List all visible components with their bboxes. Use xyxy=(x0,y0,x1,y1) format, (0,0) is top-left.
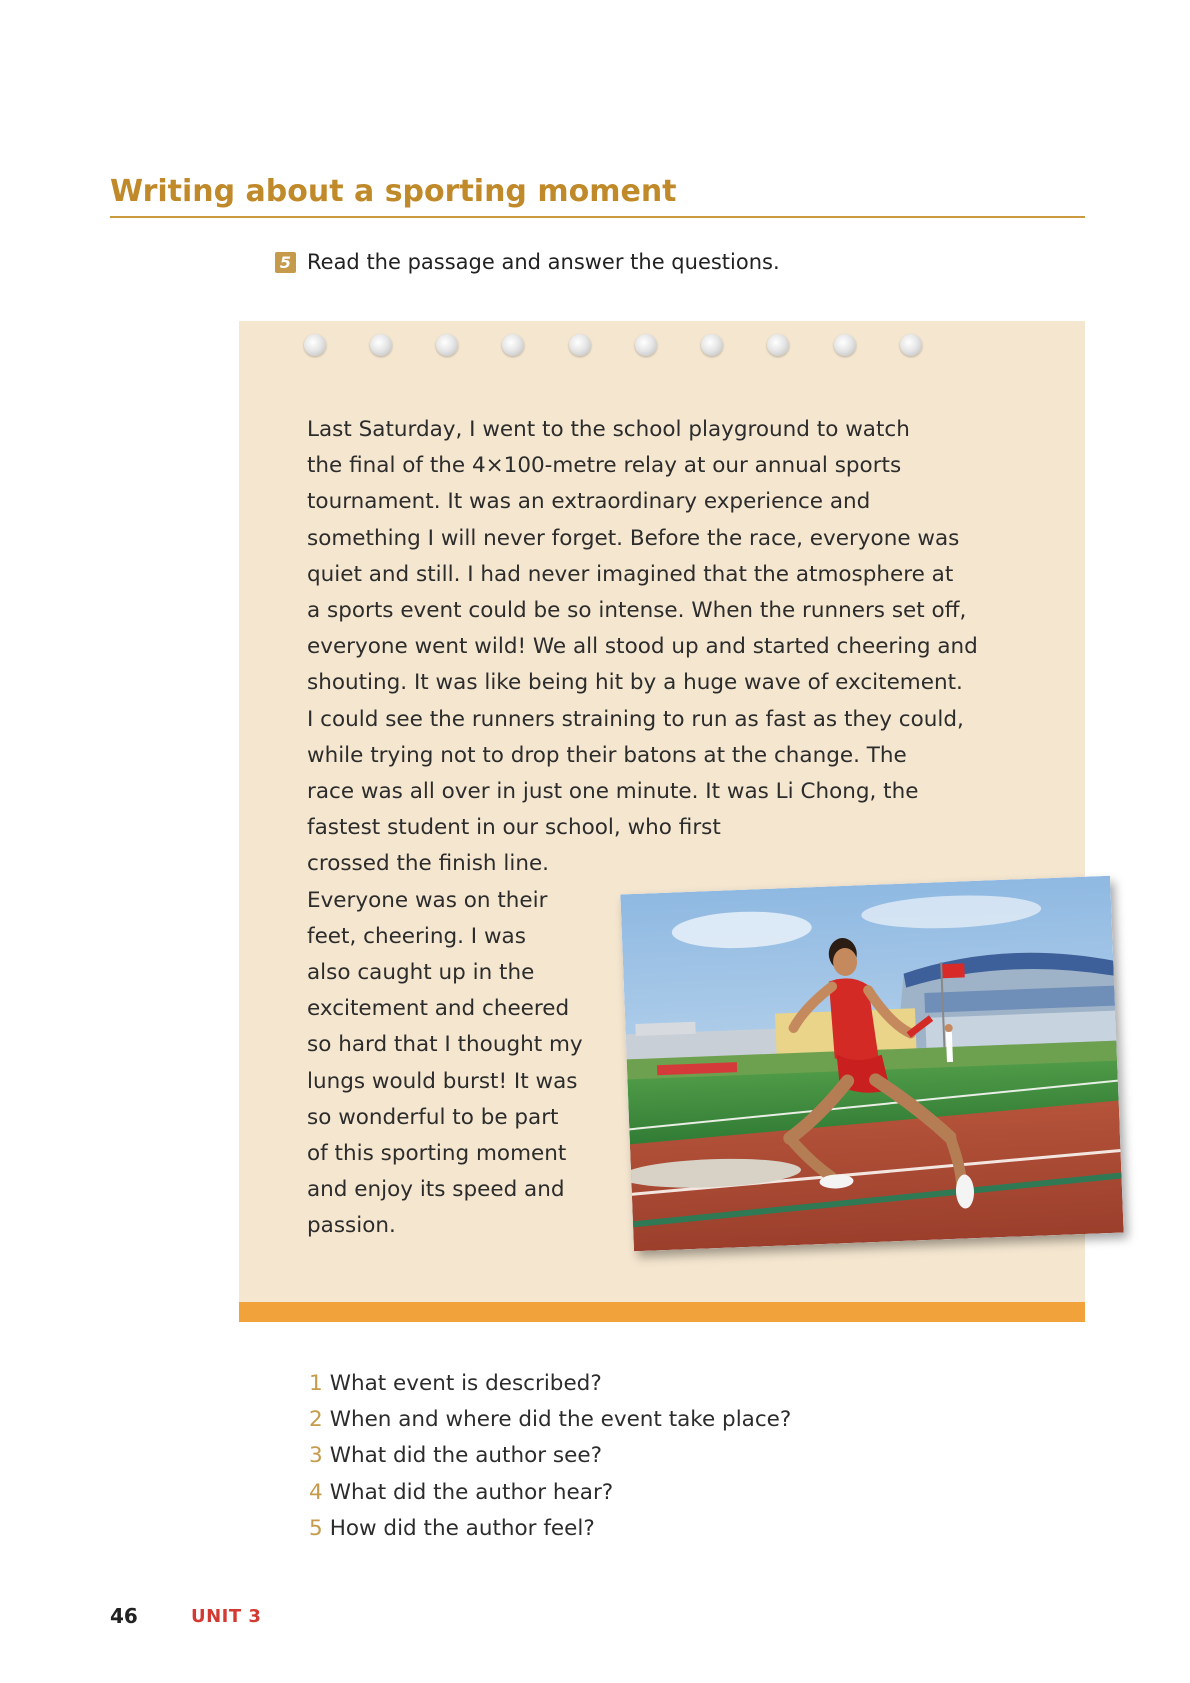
passage-line: so hard that I thought my xyxy=(307,1032,583,1058)
question-number: 4 xyxy=(309,1479,323,1505)
question-text: What event is described? xyxy=(329,1371,602,1396)
passage-line: Everyone was on their xyxy=(307,887,548,913)
question-item xyxy=(309,1511,791,1547)
notepad-bottom-band xyxy=(239,1302,1085,1322)
passage-line: crossed the finish line. xyxy=(307,851,550,877)
binder-hole-icon xyxy=(635,334,657,356)
passage-line: race was all over in just one minute. It was Li Chong, the xyxy=(307,779,919,805)
passage-line: a sports event could be so intense. When the runners set off, xyxy=(307,598,967,624)
passage-line: passion. xyxy=(307,1213,396,1239)
section-title: Writing about a sporting moment xyxy=(110,174,677,209)
binder-hole-icon xyxy=(701,334,723,356)
question-text: When and where did the event take place? xyxy=(329,1407,792,1433)
question-text: What did the author see? xyxy=(329,1443,602,1469)
passage-line: of this sporting moment xyxy=(307,1141,567,1167)
binder-hole-icon xyxy=(900,334,922,356)
binder-hole-icon xyxy=(304,334,326,356)
passage-line: excitement and cheered xyxy=(307,996,570,1022)
binder-hole-icon xyxy=(569,334,591,356)
passage-line: something I will never forget. Before the race, everyone was xyxy=(307,525,960,551)
passage-line: so wonderful to be part xyxy=(307,1104,559,1130)
passage-line: tournament. It was an extraordinary experience and xyxy=(307,489,871,515)
passage-line: also caught up in the xyxy=(307,960,535,986)
task-number-badge: 5 xyxy=(275,252,296,273)
question-item xyxy=(309,1402,791,1438)
relay-runner-illustration xyxy=(620,876,1123,1252)
instruction-text: Read the passage and answer the questions. xyxy=(307,250,780,274)
passage-line: fastest student in our school, who first xyxy=(307,815,721,841)
question-number: 3 xyxy=(309,1443,323,1469)
passage-line: the final of the 4×100-metre relay at our annual sports xyxy=(307,453,902,479)
question-number: 5 xyxy=(309,1515,323,1541)
binder-hole-icon xyxy=(436,334,458,356)
passage-line: lungs would burst! It was xyxy=(307,1068,578,1094)
page-number: 46 xyxy=(110,1604,138,1628)
passage-line: shouting. It was like being hit by a huge wave of excitement. xyxy=(307,670,963,696)
question-number: 1 xyxy=(309,1371,323,1396)
passage-line: I could see the runners straining to run as fast as they could, xyxy=(307,706,964,732)
title-divider xyxy=(110,216,1085,218)
relay-runner-photo xyxy=(620,876,1123,1252)
passage-line: while trying not to drop their batons at the change. The xyxy=(307,742,907,768)
passage-line: quiet and still. I had never imagined that the atmosphere at xyxy=(307,561,954,587)
question-number: 2 xyxy=(309,1407,323,1433)
passage-line: everyone went wild! We all stood up and started cheering and xyxy=(307,634,978,660)
question-item xyxy=(309,1475,791,1511)
comprehension-questions xyxy=(309,1366,791,1547)
unit-label: UNIT 3 xyxy=(191,1606,262,1627)
task-instruction xyxy=(275,250,780,274)
binder-hole-icon xyxy=(834,334,856,356)
binder-hole-icon xyxy=(502,334,524,356)
passage-line: feet, cheering. I was xyxy=(307,923,526,949)
binder-hole-icon xyxy=(370,334,392,356)
question-item xyxy=(309,1438,791,1474)
question-item xyxy=(309,1366,791,1402)
passage-line: Last Saturday, I went to the school playground to watch xyxy=(307,417,910,442)
question-text: What did the author hear? xyxy=(329,1479,614,1505)
binder-hole-icon xyxy=(767,334,789,356)
passage-line: and enjoy its speed and xyxy=(307,1177,565,1203)
question-text: How did the author feel? xyxy=(329,1515,595,1541)
